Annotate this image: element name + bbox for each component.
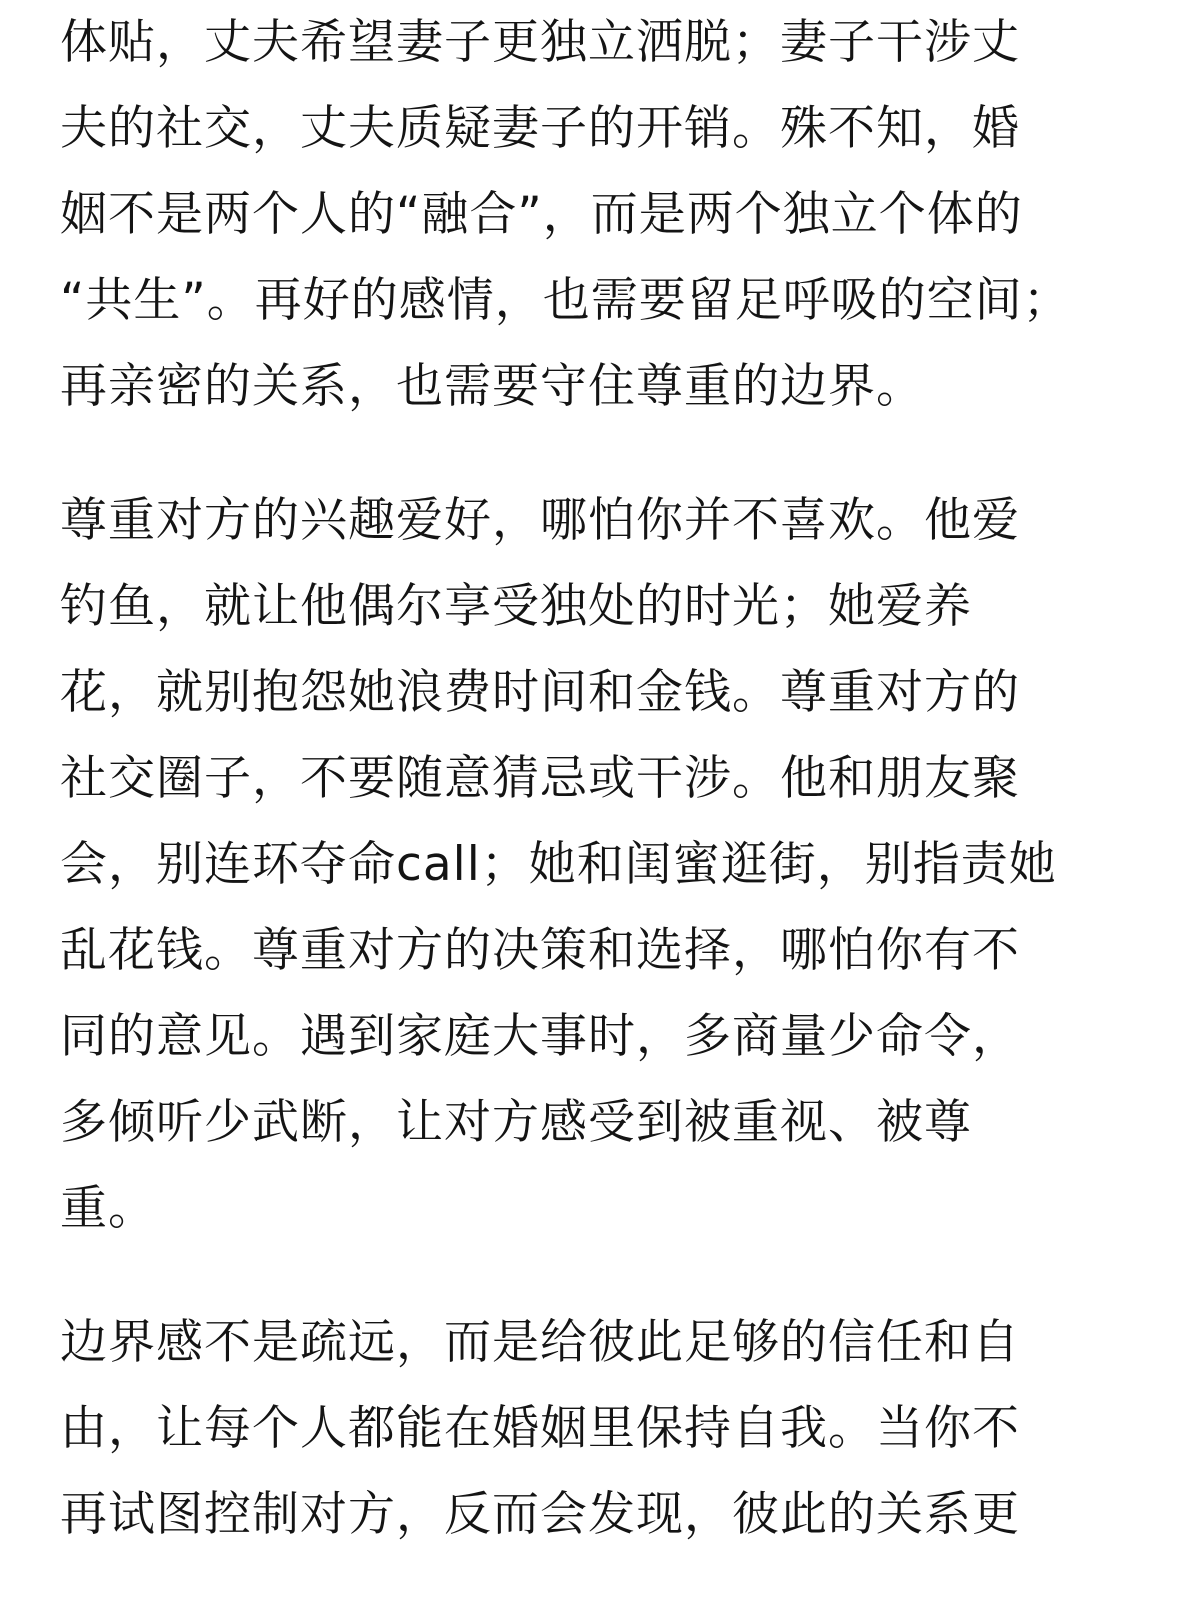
paragraph-2: 尊重对方的兴趣爱好，哪怕你并不喜欢。他爱 钓鱼，就让他偶尔享受独处的时光；她爱养 花，就别抱怨她浪费时间和金钱。尊重对方的 社交圈子，不要随意猜忌或干涉。他和朋友聚 会，别连环夺命call；她和闺蜜逛街，别指责她 乱花钱。尊重对方的决策和选择，哪怕你有不 同的意见。遇到家庭大事时，多商量少命令， 多倾听少武断，让对方感受到被重视、被尊 重。 — [60, 493, 1057, 1236]
paragraph-1: 体贴，丈夫希望妻子更独立洒脱；妻子干涉丈 夫的社交，丈夫质疑妻子的开销。殊不知，婚 姻不是两个人的“融合”，而是两个独立个体的 “共生”。再好的感情，也需要留足呼吸的空间； 再亲密的关系，也需要守住尊重的边界。 — [60, 15, 1071, 414]
paragraph-3: 边界感不是疏远，而是给彼此足够的信任和自 由，让每个人都能在婚姻里保持自我。当你不 再试图控制对方，反而会发现，彼此的关系更 — [60, 1315, 1020, 1542]
